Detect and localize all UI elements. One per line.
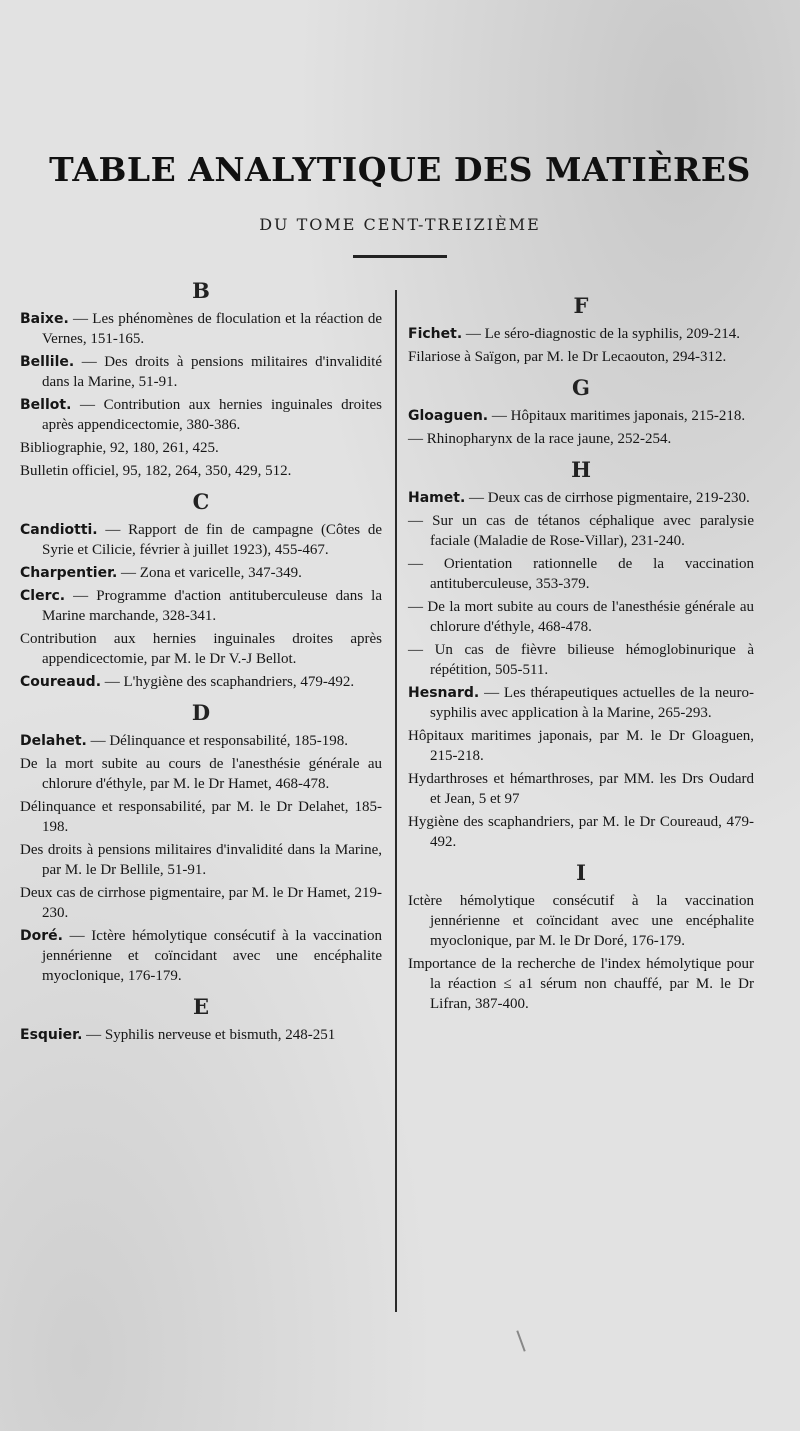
entry-text: — Syphilis nerveuse et bismuth, 248-251 [82, 1027, 336, 1043]
index-entry [20, 461, 382, 481]
index-entry [408, 511, 754, 551]
index-entry [20, 563, 382, 583]
index-entry [408, 640, 754, 680]
entry-text: — Ictère hémolytique consécutif à la vaccination jennérienne et coïncidant avec une encéphalite myoclonique, 176-179. [42, 928, 382, 984]
index-entry [20, 754, 382, 794]
entry-text: — Rapport de fin de campagne (Côtes de Syrie et Cilicie, février à juillet 1923), 455-467. [42, 522, 382, 558]
entry-text: — Les phénomènes de floculation et la réaction de Vernes, 151-165. [42, 311, 382, 347]
entry-text: — Orientation rationnelle de la vaccination antituberculeuse, 353-379. [408, 556, 754, 592]
entry-text: — Hôpitaux maritimes japonais, 215-218. [488, 408, 746, 424]
index-entry [20, 926, 382, 986]
entry-author: Esquier. [20, 1027, 83, 1043]
entry-text: Bibliographie, 92, 180, 261, 425. [20, 440, 219, 456]
entry-author: Bellot. [20, 397, 72, 413]
index-entry [408, 683, 754, 723]
section-letter: D [191, 700, 211, 725]
index-entry [20, 395, 382, 435]
entry-text: Ictère hémolytique consécutif à la vaccination jennérienne et coïncidant avec une encéphalite myoclonique, par M. le Dr Doré, 176-179. [408, 893, 754, 949]
entry-text: Bulletin officiel, 95, 182, 264, 350, 429, 512. [20, 463, 292, 479]
entry-text: — Contribution aux hernies inguinales droites après appendicectomie, 380-386. [42, 397, 382, 433]
entry-author: Clerc. [20, 588, 66, 604]
section-letter: H [571, 457, 591, 482]
index-entry [20, 520, 382, 560]
entry-author: Delahet. [20, 733, 87, 749]
section-letter: B [192, 278, 210, 303]
entry-text: — L'hygiène des scaphandriers, 479-492. [101, 674, 355, 690]
left-column [20, 270, 382, 1048]
index-entry [20, 731, 382, 751]
entry-author: Bellile. [20, 354, 75, 370]
index-entry [408, 347, 754, 367]
entry-text: — Délinquance et responsabilité, 185-198. [86, 733, 349, 749]
entry-author: Doré. [20, 928, 63, 944]
entry-author: Fichet. [408, 326, 463, 342]
index-entry [408, 726, 754, 766]
index-entry [408, 406, 754, 426]
section-letter: F [573, 293, 589, 318]
entry-author: Baixe. [20, 311, 69, 327]
page-subtitle: DU TOME CENT-TREIZIÈME [259, 215, 541, 234]
title-rule [353, 255, 447, 258]
entry-text: Des droits à pensions militaires d'invalidité dans la Marine, par M. le Dr Bellile, 51-91. [20, 842, 382, 878]
index-entry [408, 769, 754, 809]
index-entry [408, 597, 754, 637]
entry-author: Hesnard. [408, 685, 480, 701]
index-entry [20, 352, 382, 392]
ink-mark [516, 1330, 525, 1351]
entry-text: — Sur un cas de tétanos céphalique avec paralysie faciale (Maladie de Rose-Villar), 231-240. [408, 513, 754, 549]
section-letter: E [192, 994, 209, 1019]
index-entry [20, 629, 382, 669]
index-entry [20, 883, 382, 923]
index-entry [408, 554, 754, 594]
index-entry [20, 309, 382, 349]
entry-author: Charpentier. [20, 565, 118, 581]
entry-author: Coureaud. [20, 674, 102, 690]
index-entry [408, 324, 754, 344]
index-entry [408, 954, 754, 1014]
entry-text: Contribution aux hernies inguinales droites après appendicectomie, par M. le Dr V.-J Bellot. [20, 631, 382, 667]
index-entry [408, 488, 754, 508]
section-letter: I [576, 860, 586, 885]
index-entry [20, 438, 382, 458]
entry-text: — Des droits à pensions militaires d'invalidité dans la Marine, 51-91. [42, 354, 382, 390]
entry-text: — Les thérapeutiques actuelles de la neuro-syphilis avec application à la Marine, 265-293. [430, 685, 754, 721]
section-letter: C [192, 489, 210, 514]
entry-text: Hydarthroses et hémarthroses, par MM. les Drs Oudard et Jean, 5 et 97 [408, 771, 754, 807]
index-entry [20, 1025, 382, 1045]
entry-text: — Deux cas de cirrhose pigmentaire, 219-230. [465, 490, 750, 506]
entry-author: Candiotti. [20, 522, 98, 538]
column-divider [395, 290, 397, 1312]
entry-text: Délinquance et responsabilité, par M. le Dr Delahet, 185-198. [20, 799, 382, 835]
index-entry [408, 429, 754, 449]
index-entry [20, 797, 382, 837]
index-entry [408, 891, 754, 951]
entry-text: Hygiène des scaphandriers, par M. le Dr Coureaud, 479-492. [408, 814, 754, 850]
index-entry [20, 840, 382, 880]
entry-author: Gloaguen. [408, 408, 489, 424]
right-column [408, 285, 754, 1017]
entry-text: Filariose à Saïgon, par M. le Dr Lecaouton, 294-312. [408, 349, 727, 365]
entry-text: — Le séro-diagnostic de la syphilis, 209-214. [462, 326, 741, 342]
entry-text: — Zona et varicelle, 347-349. [117, 565, 302, 581]
entry-text: De la mort subite au cours de l'anesthésie générale au chlorure d'éthyle, par M. le Dr Hamet, 468-478. [20, 756, 382, 792]
page-title: TABLE ANALYTIQUE DES MATIÈRES [49, 150, 751, 189]
entry-author: Hamet. [408, 490, 466, 506]
entry-text: — Rhinopharynx de la race jaune, 252-254. [408, 431, 672, 447]
entry-text: — Un cas de fièvre bilieuse hémoglobinurique à répétition, 505-511. [408, 642, 754, 678]
entry-text: Importance de la recherche de l'index hémolytique pour la réaction ≤ a1 sérum non chauffé, par M. le Dr Lifran, 387-400. [408, 956, 754, 1012]
entry-text: — Programme d'action antituberculeuse dans la Marine marchande, 328-341. [42, 588, 382, 624]
index-entry [408, 812, 754, 852]
index-entry [20, 672, 382, 692]
entry-text: Hôpitaux maritimes japonais, par M. le Dr Gloaguen, 215-218. [408, 728, 754, 764]
index-entry [20, 586, 382, 626]
entry-text: Deux cas de cirrhose pigmentaire, par M. le Dr Hamet, 219-230. [20, 885, 382, 921]
entry-text: — De la mort subite au cours de l'anesthésie générale au chlorure d'éthyle, 468-478. [408, 599, 754, 635]
section-letter: G [572, 375, 590, 400]
